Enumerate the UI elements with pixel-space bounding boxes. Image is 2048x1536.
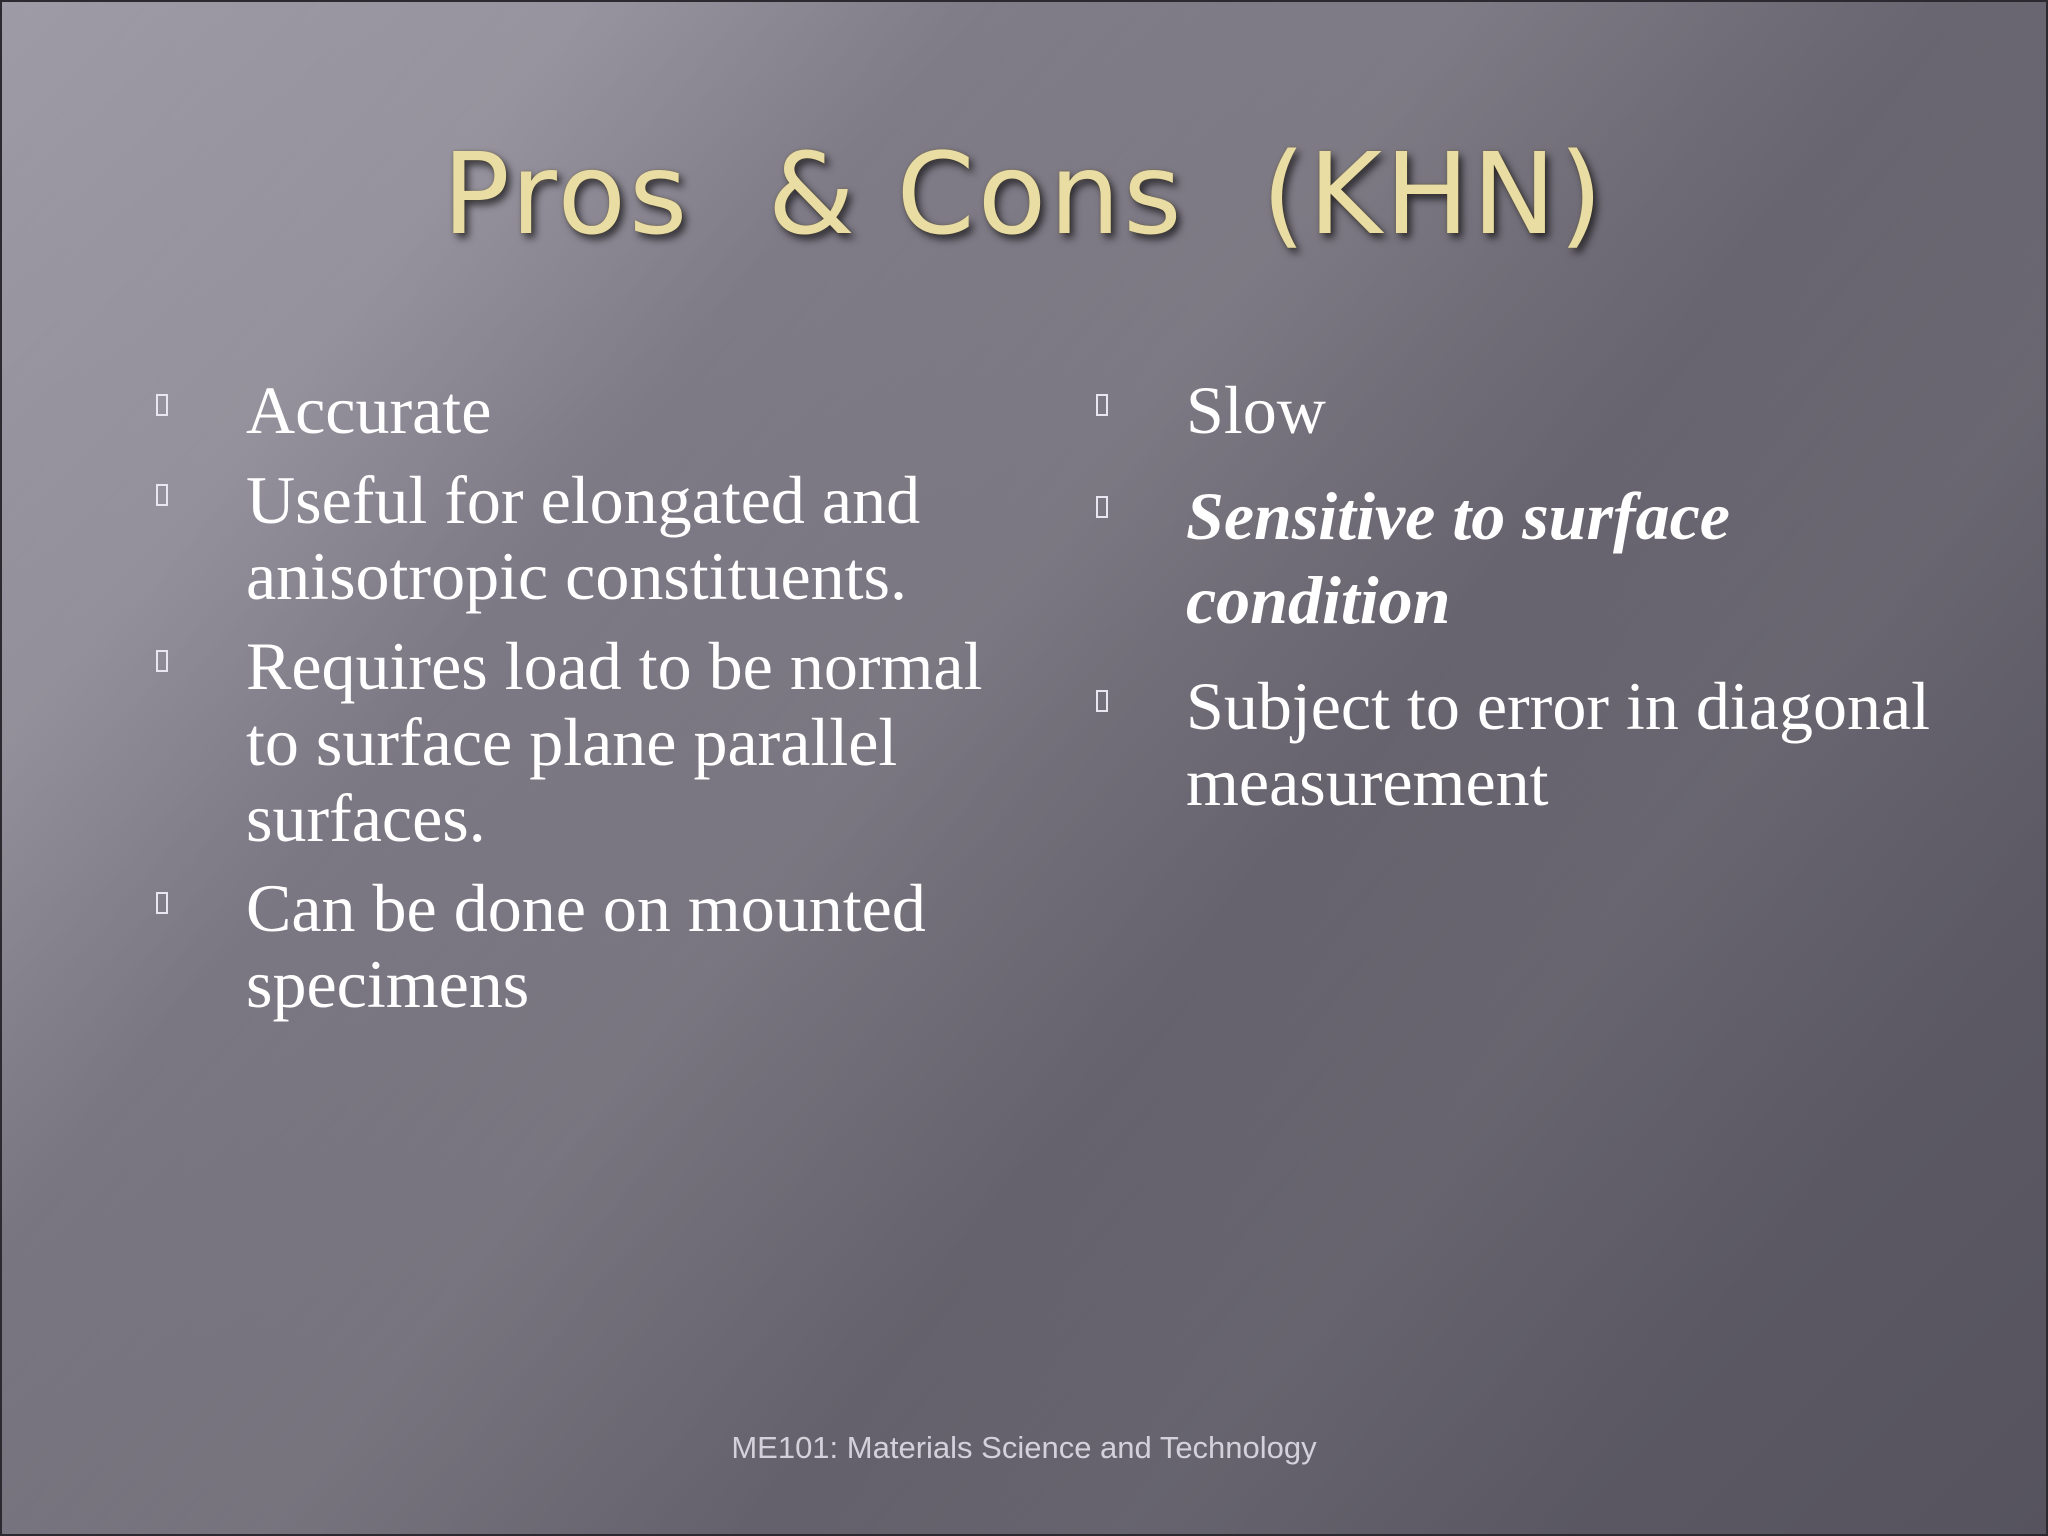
square-bullet-icon [1096,496,1108,518]
pros-item [150,462,1010,614]
square-bullet-icon [156,650,168,672]
cons-item-text: Slow [1186,372,1326,448]
pros-item-text: Can be done on mounted specimens [246,870,926,1022]
square-bullet-icon [156,394,168,416]
slide-footer: ME101: Materials Science and Technology [731,1430,1317,1465]
square-bullet-icon [156,892,168,914]
cons-list [1090,372,1990,846]
pros-item-text: Requires load to be normal to surface plane parallel surfaces. [246,628,983,856]
cons-item [1090,474,1990,642]
pros-item [150,870,1010,1022]
square-bullet-icon [1096,394,1108,416]
cons-item [1090,668,1990,820]
pros-item [150,628,1010,856]
slide-title: Pros & Cons (KHN) [442,130,1606,260]
cons-item-text: Sensitive to surface condition [1186,478,1730,638]
pros-item [150,372,1010,448]
cons-item [1090,372,1990,448]
pros-list [150,372,1010,1036]
pros-item-text: Accurate [246,372,492,448]
square-bullet-icon [156,484,168,506]
cons-item-text: Subject to error in diagonal measurement [1186,668,1931,820]
pros-item-text: Useful for elongated and anisotropic constituents. [246,462,921,614]
square-bullet-icon [1096,690,1108,712]
